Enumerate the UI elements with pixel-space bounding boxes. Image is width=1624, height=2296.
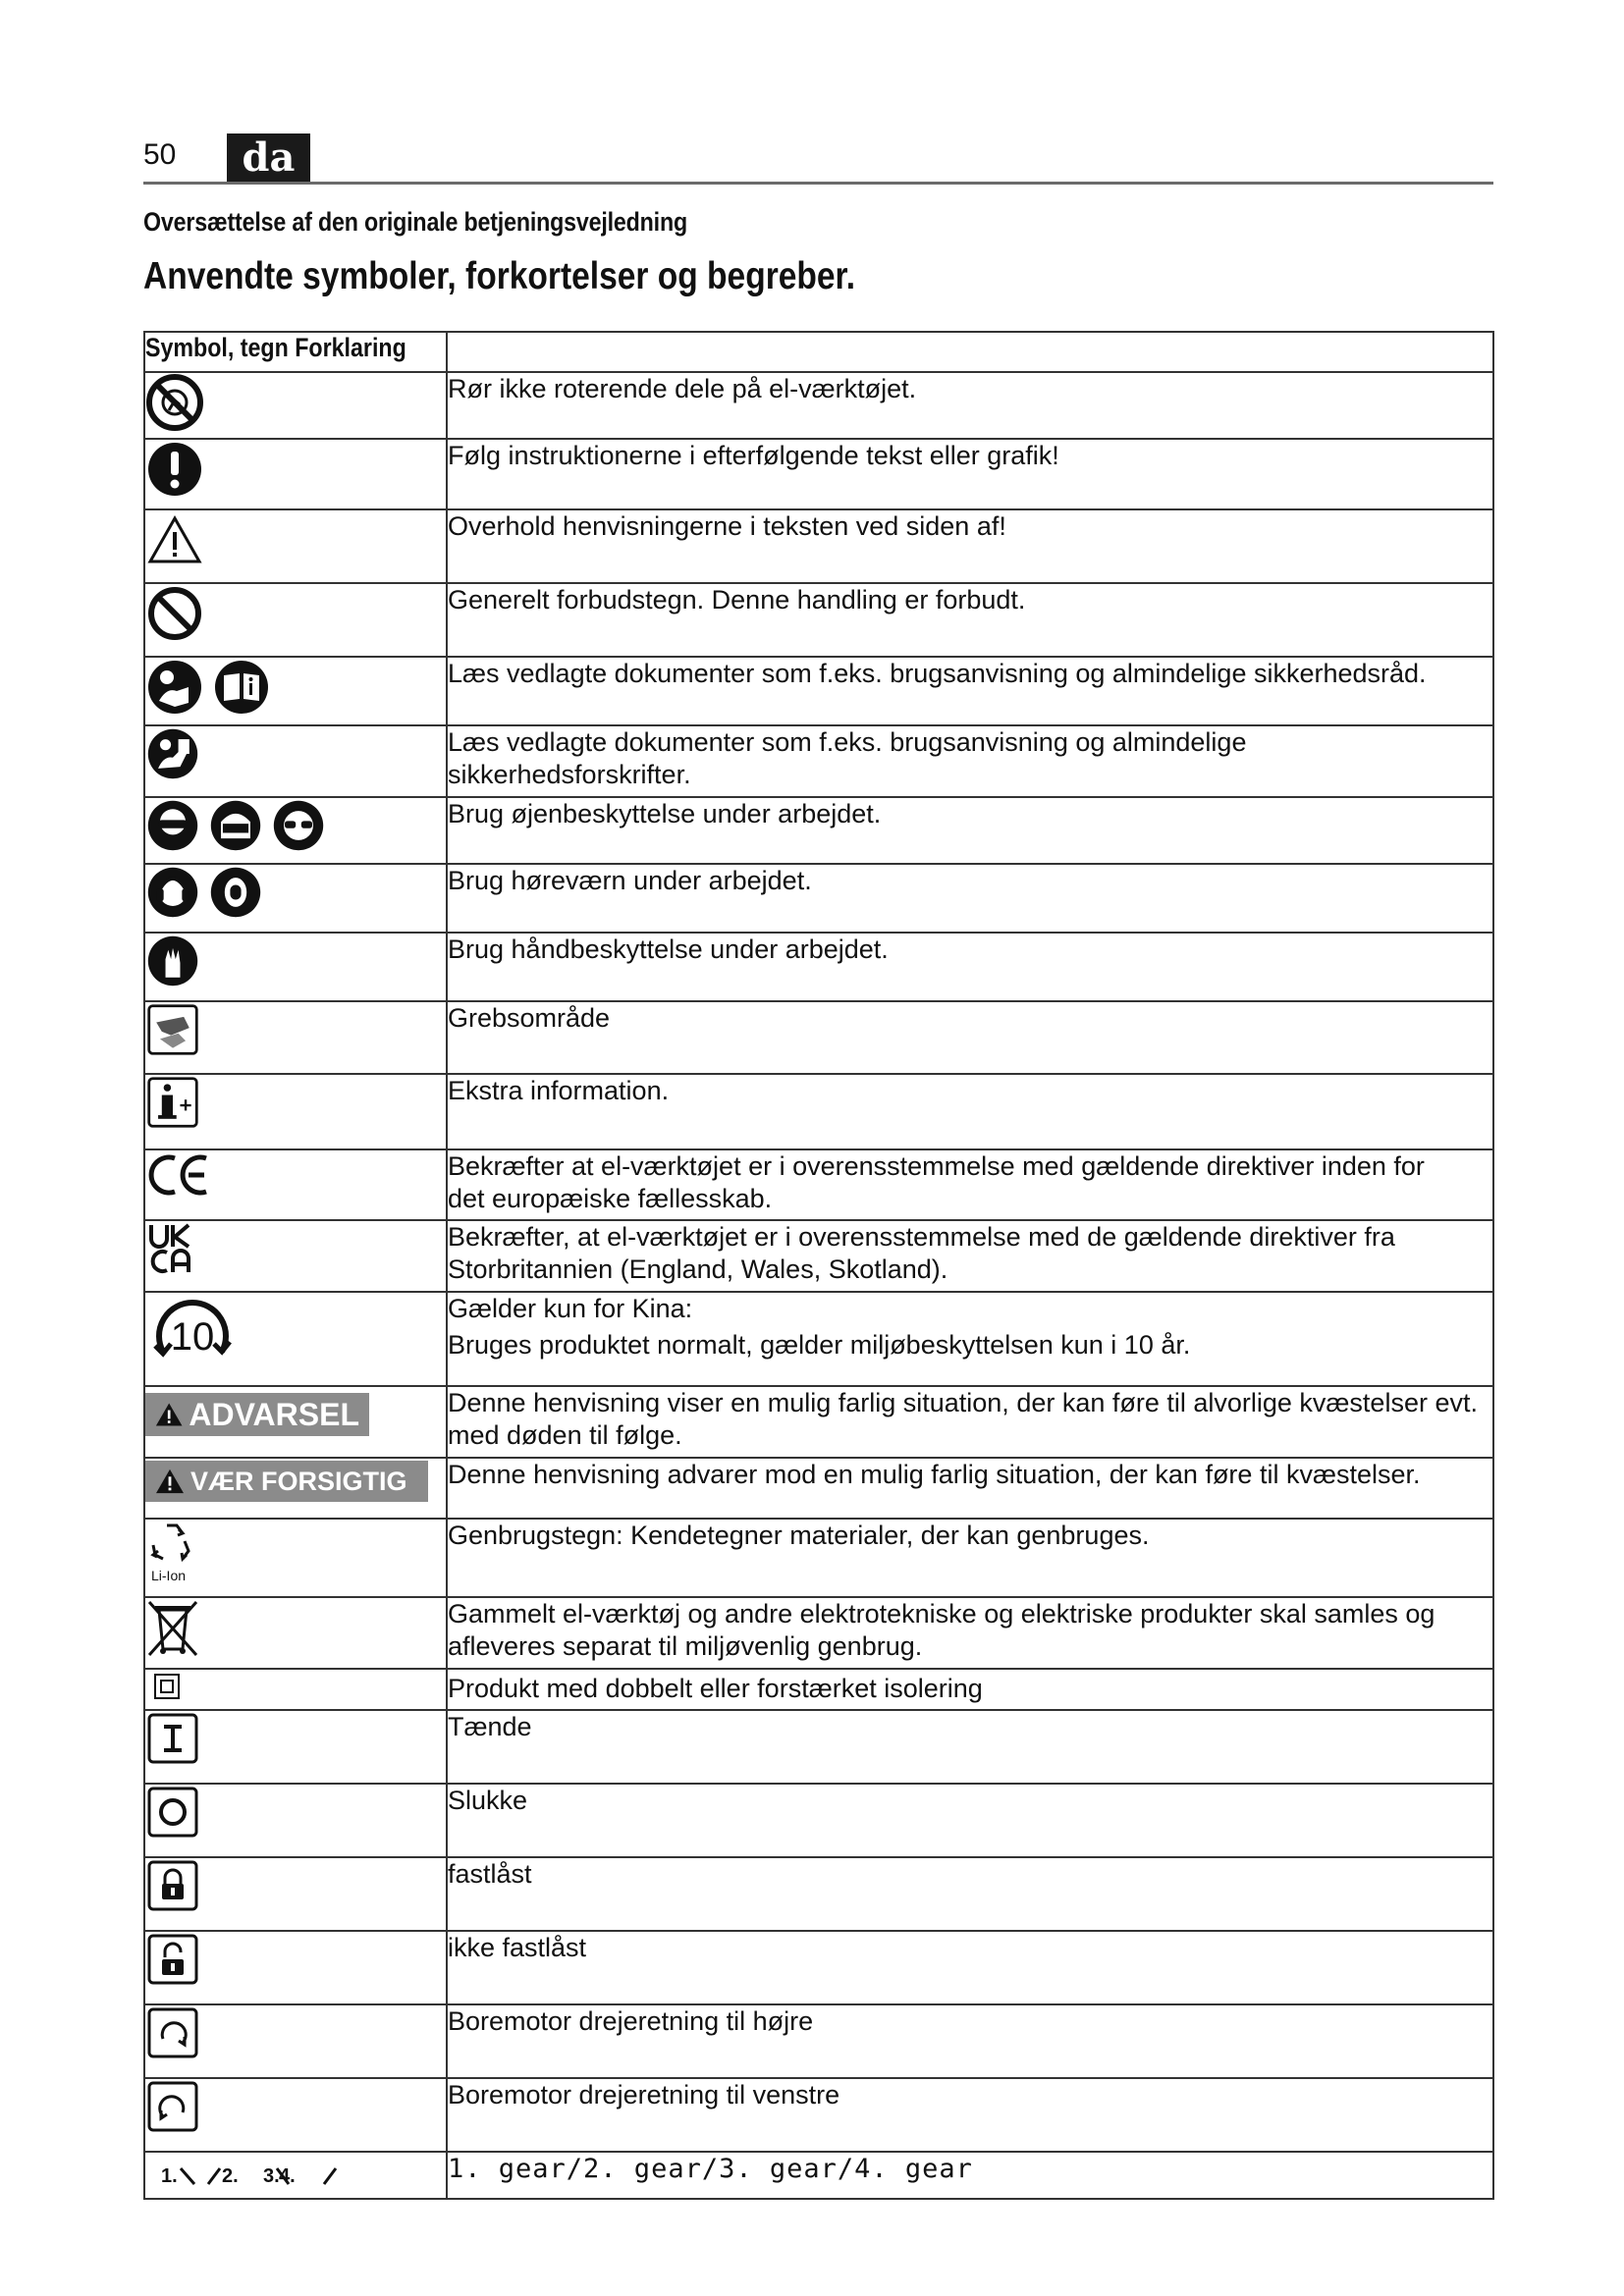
locked-icon (145, 1858, 200, 1913)
svg-text:1.: 1. (161, 2165, 178, 2187)
row-text: Tænde (448, 1712, 532, 1741)
page-title: Anvendte symboler, forkortelser og begreber. (143, 255, 856, 297)
china-10-year-icon (145, 1293, 240, 1377)
table-row (144, 439, 1493, 509)
row-text: Slukke (448, 1786, 528, 1815)
header-divider (143, 182, 1493, 185)
table-row (144, 1931, 1493, 2004)
row-text: Grebsområde (448, 1003, 611, 1033)
table-row (144, 2152, 1493, 2199)
table-row (144, 1292, 1493, 1386)
row-text: med døden til følge. (448, 1420, 682, 1450)
row-text: Overhold henvisningerne i teksten ved siden af! (448, 511, 1006, 541)
row-text: Brug håndbeskyttelse under arbejdet. (448, 934, 889, 964)
row-text: Læs vedlagte dokumenter som f.eks. brugsanvisning og almindelige (448, 727, 1247, 757)
table-row (144, 1074, 1493, 1149)
row-text: Bekræfter at el-værktøjet er i overensstemmelse med gældende direktiver inden for (448, 1151, 1425, 1181)
row-text: Boremotor drejeretning til venstre (448, 2080, 840, 2109)
row-text: 1. gear/2. gear/3. gear/4. gear (448, 2154, 973, 2184)
row-text: Denne henvisning viser en mulig farlig situation, der kan føre til alvorlige kvæstelser evt. (448, 1388, 1478, 1417)
unlocked-icon (145, 1932, 200, 1987)
advarsel-badge-icon: ADVARSEL (145, 1393, 369, 1436)
ear-protection-icon (208, 865, 263, 920)
table-row (144, 1857, 1493, 1931)
page-number: 50 (143, 138, 177, 171)
info-plus-icon (145, 1075, 200, 1130)
table-header-row (144, 332, 1493, 372)
warning-triangle-icon (145, 510, 204, 569)
table-row (144, 1710, 1493, 1784)
eye-protection-icons (145, 798, 446, 853)
vaer-forsigtig-badge-icon: VÆR FORSIGTIG (145, 1461, 428, 1502)
row-text: Storbritannien (England, Wales, Skotland). (448, 1255, 948, 1284)
table-row (144, 1220, 1493, 1292)
row-text: det europæiske fællesskab. (448, 1184, 773, 1213)
prohibition-icon (145, 584, 204, 643)
hand-protection-icon (145, 934, 200, 988)
row-text: fastlåst (448, 1859, 532, 1889)
row-text: afleveres separat til miljøvenlig genbrug. (448, 1631, 923, 1661)
face-shield-icon (208, 798, 263, 853)
row-text: sikkerhedsforskrifter. (448, 760, 691, 789)
mandatory-exclamation-icon (145, 440, 204, 499)
row-text: Følg instruktionerne i efterfølgende tekst eller grafik! (448, 441, 1059, 470)
warning-triangle-icon (155, 1400, 183, 1429)
goggles-icon (145, 798, 200, 853)
table-row (144, 2004, 1493, 2078)
warning-triangle-icon (155, 1468, 185, 1495)
table-row (144, 372, 1493, 439)
hearing-protection-icons (145, 865, 446, 920)
svg-text:10: 10 (170, 1315, 215, 1359)
table-row (144, 2078, 1493, 2152)
row-text: Bruges produktet normalt, gælder miljøbeskyttelsen kun i 10 år. (448, 1330, 1191, 1360)
rotate-left-icon (145, 2079, 200, 2134)
language-badge: da (227, 133, 310, 183)
ce-mark-icon (145, 1150, 214, 1200)
svg-text:4.: 4. (279, 2165, 296, 2187)
weee-crossed-bin-icon (145, 1598, 200, 1659)
table-row (144, 1597, 1493, 1669)
row-text: Læs vedlagte dokumenter som f.eks. brugsanvisning og almindelige sikkerhedsråd. (448, 659, 1427, 688)
row-text: Ekstra information. (448, 1076, 670, 1105)
grip-area-icon (145, 1002, 200, 1057)
safety-glasses-icon (271, 798, 326, 853)
symbols-table (143, 331, 1494, 2200)
row-text: Gammelt el-værktøj og andre elektrotekniske og elektriske produkter skal samles og (448, 1599, 1435, 1629)
rotate-right-icon (145, 2005, 200, 2060)
row-text: Bekræfter, at el-værktøjet er i overensstemmelse med de gældende direktiver fra (448, 1222, 1395, 1252)
table-row (144, 1149, 1493, 1220)
power-off-icon (145, 1785, 200, 1840)
column-header-blank (447, 332, 1493, 372)
table-row (144, 1458, 1493, 1519)
row-text: Denne henvisning advarer mod en mulig farlig situation, der kan føre til kvæstelser. (448, 1460, 1421, 1489)
row-text: Rør ikke roterende dele på el-værktøjet. (448, 374, 917, 403)
table-row (144, 1001, 1493, 1074)
table-row (144, 657, 1493, 725)
document-subtitle: Oversættelse af den originale betjeningsvejledning (143, 207, 687, 237)
table-row (144, 797, 1493, 864)
row-text: Genbrugstegn: Kendetegner materialer, der kan genbruges. (448, 1521, 1150, 1550)
table-row (144, 583, 1493, 657)
manual-book-info-icon (212, 658, 271, 717)
row-text: ikke fastlåst (448, 1933, 587, 1962)
recycling-li-ion-icon (145, 1520, 204, 1584)
read-manual-icons (145, 658, 446, 717)
row-text: Generelt forbudstegn. Denne handling er forbudt. (448, 585, 1026, 614)
table-row (144, 1784, 1493, 1857)
svg-text:Li-Ion: Li-Ion (151, 1568, 187, 1583)
gear-selector-icons (155, 2157, 371, 2192)
row-text: Brug øjenbeskyttelse under arbejdet. (448, 799, 882, 828)
column-header: Symbol, tegn Forklaring (144, 332, 447, 372)
table-row (144, 509, 1493, 583)
table-row (144, 1519, 1493, 1597)
table-row (144, 933, 1493, 1001)
ukca-mark-icon (145, 1221, 194, 1276)
table-row (144, 1386, 1493, 1458)
row-text: Brug høreværn under arbejdet. (448, 866, 812, 895)
power-on-icon (145, 1711, 200, 1766)
table-row (144, 1669, 1493, 1710)
svg-text:3.: 3. (263, 2165, 280, 2187)
no-touch-rotating-icon (145, 373, 204, 432)
row-text: Gælder kun for Kina: (448, 1294, 693, 1323)
row-text: Boremotor drejeretning til højre (448, 2006, 814, 2036)
svg-text:2.: 2. (222, 2165, 239, 2187)
ear-muffs-icon (145, 865, 200, 920)
double-insulation-icon (153, 1673, 181, 1700)
table-row (144, 725, 1493, 797)
read-manual-person-icon (145, 658, 204, 717)
row-text: Produkt med dobbelt eller forstærket isolering (448, 1674, 983, 1703)
read-documents-icon (145, 726, 200, 781)
table-row (144, 864, 1493, 933)
